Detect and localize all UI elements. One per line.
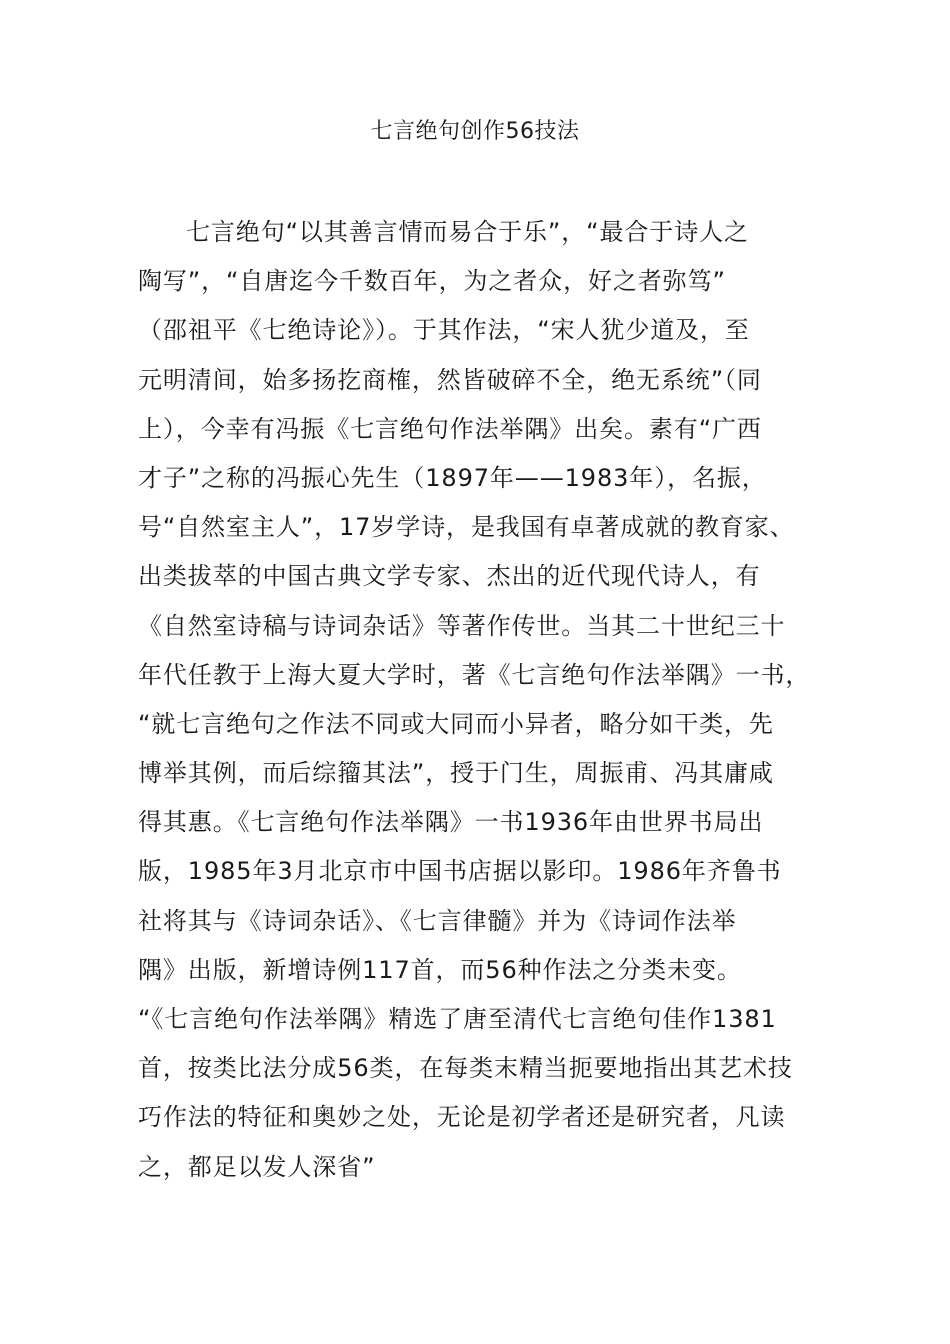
text-line: 博举其例，而后综籀其法”，授于门生，周振甫、冯其庸咸 [138,759,774,788]
text-line: 之，都足以发人深省” [138,1152,376,1181]
text-line: “就七言绝句之作法不同或大同而小异者，略分如干类，先 [138,709,774,738]
text-line: 年代任教于上海大夏大学时，著《七言绝句作法举隅》一书， [138,660,811,689]
text-line: 出类拔萃的中国古典文学专家、杰出的近代现代诗人，有 [138,562,761,591]
text-line: 得其惠。《七言绝句作法举隅》一书1936年由世界书局出 [138,808,764,837]
text-line: 陶写”，“自唐迄今千数百年，为之者众，好之者弥笃” [138,267,726,296]
text-line: 元明清间，始多扬扢商榷，然皆破碎不全，绝无系统”（同 [138,365,762,394]
document-title: 七言绝句创作56技法 [370,119,580,144]
text-line: 《自然室诗稿与诗词杂话》等著作传世。当其二十世纪三十 [138,611,786,640]
text-line: 首，按类比法分成56类，在每类末精当扼要地指出其艺术技 [138,1054,793,1083]
text-line: 社将其与《诗词杂话》、《七言律髓》并为《诗词作法举 [138,906,737,935]
text-line: 隅》出版，新增诗例117首，而56种作法之分类未变。 [138,955,742,984]
text-line: 七言绝句“以其善言情而易合于乐”，“最合于诗人之 [186,218,749,246]
body-paragraph [138,208,838,1192]
text-line: “《七言绝句作法举隅》精选了唐至清代七言绝句佳作1381 [138,1005,777,1033]
text-line: （邵祖平《七绝诗论》）。于其作法，“宋人犹少道及，至 [138,316,750,345]
text-line: 版，1985年3月北京市中国书店据以影印。1986年齐鲁书 [138,857,782,886]
text-line: 上），今幸有冯振《七言绝句作法举隅》出矣。素有“广西 [138,414,762,443]
text-line: 巧作法的特征和奥妙之处，无论是初学者还是研究者，凡读 [138,1103,786,1132]
text-line: 号“自然室主人”，17岁学诗，是我国有卓著成就的教育家、 [138,513,795,542]
text-line: 才子”之称的冯振心先生（1897年——1983年），名振， [138,463,767,492]
